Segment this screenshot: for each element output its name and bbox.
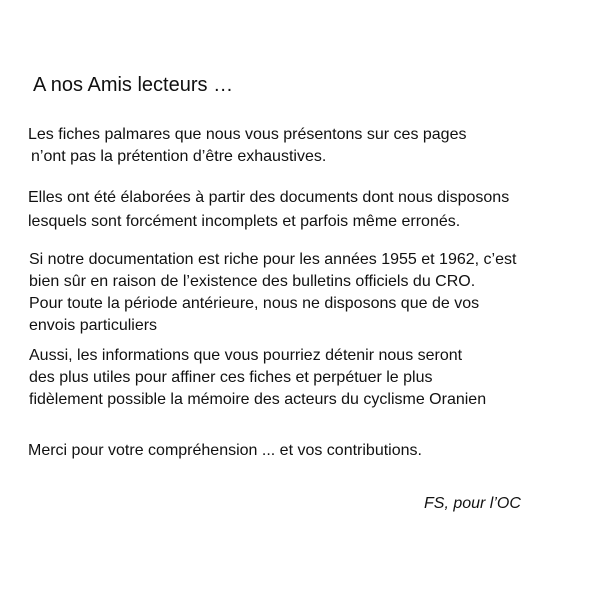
paragraph-documentation: [29, 249, 516, 337]
text-line: Pour toute la période antérieure, nous ne disposons que de vos: [29, 295, 480, 312]
paragraph-request: [29, 345, 486, 411]
paragraph-thanks: [28, 440, 422, 462]
text-line: n’ont pas la prétention d’être exhaustives.: [31, 148, 327, 165]
text-line: des plus utiles pour affiner ces fiches et perpétuer le plus: [29, 369, 433, 386]
text-line: Merci pour votre compréhension ... et vos contributions.: [28, 442, 422, 459]
paragraph-intro: [28, 124, 466, 168]
text-line: envois particuliers: [29, 317, 158, 334]
page-title: A nos Amis lecteurs …: [33, 74, 234, 96]
text-line: Les fiches palmares que nous vous présentons sur ces pages: [28, 126, 467, 143]
text-line: bien sûr en raison de l’existence des bulletins officiels du CRO.: [29, 273, 476, 290]
text-line: fidèlement possible la mémoire des acteurs du cyclisme Oranien: [29, 391, 487, 408]
text-line: Si notre documentation est riche pour les années 1955 et 1962, c’est: [29, 251, 517, 268]
text-line: Elles ont été élaborées à partir des documents dont nous disposons: [28, 189, 510, 206]
signature: FS, pour l’OC: [424, 495, 521, 512]
text-line: lesquels sont forcément incomplets et parfois même erronés.: [28, 213, 461, 230]
text-line: Aussi, les informations que vous pourriez détenir nous seront: [29, 347, 463, 364]
paragraph-sources: [28, 186, 509, 234]
